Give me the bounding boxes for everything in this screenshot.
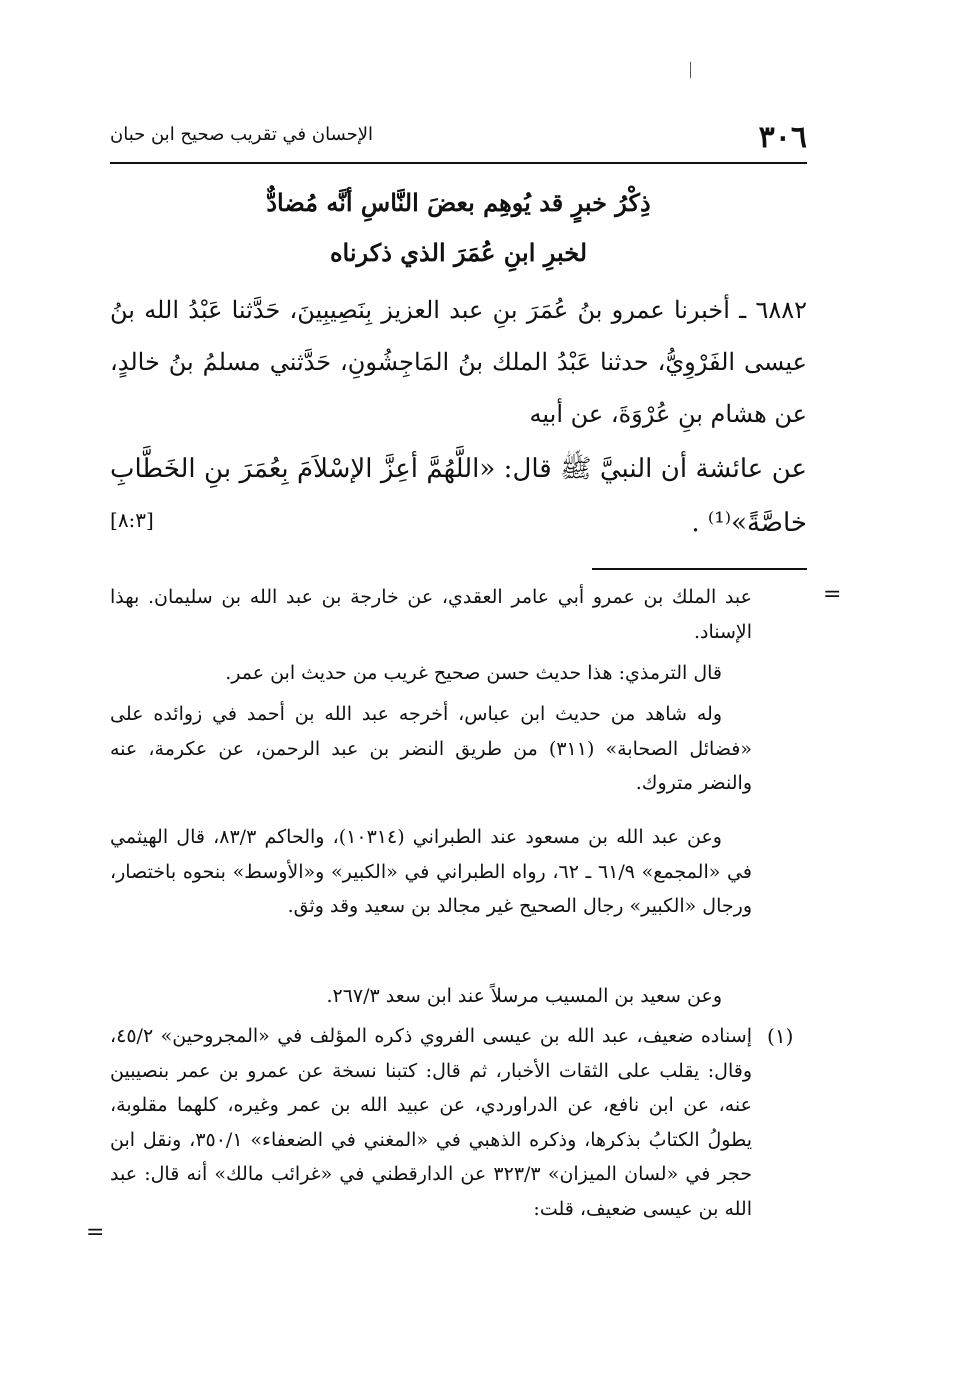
hadith-matn: عن عائشة أن النبيَّ ﷺ قال: «اللَّهُمَّ أعِزَّ الإسْلاَمَ بِعُمَرَ بنِ الخَطَّابِ خاصَّةً»⁽¹⁾ . <box>110 454 807 538</box>
end-continuation-mark: = <box>86 1220 105 1245</box>
footnote-paragraph: قال الترمذي: هذا حديث حسن صحيح غريب من حديث ابن عمر. <box>225 662 722 684</box>
footnote-number: (١) <box>767 1024 794 1048</box>
hadith-reference: [٨:٣] <box>110 508 154 532</box>
footnote-paragraph: وعن عبد الله بن مسعود عند الطبراني (١٠٣١٤)، والحاكم ٨٣/٣، قال الهيثمي في «المجمع» ٦١/٩ ـ ٦٢، رواه الطبراني في «الكبير» و«الأوسط» بنحوه باختصار، ورجال «الكبير» رجال الصحيح غير مجالد بن سعيد وقد وثق. <box>110 826 752 918</box>
footnote-paragraph: وله شاهد من حديث ابن عباس، أخرجه عبد الله بن أحمد في زوائده على «فضائل الصحابة» (٣١١) من طريق النضر بن عبد الرحمن، عن عكرمة، عنه والنضر متروك. <box>110 703 753 795</box>
section-title-line-2: لخبرِ ابنِ عُمَرَ الذي ذكرناه <box>329 238 588 267</box>
header-rule <box>110 162 807 164</box>
footnote-separator <box>592 568 807 570</box>
section-title-line-1: ذِكْرُ خبرٍ قد يُوهِم بعضَ النَّاسِ أنَّه مُضادٌّ <box>266 188 651 217</box>
page-number: ٣٠٦ <box>758 120 807 155</box>
page-header <box>110 118 807 158</box>
footnote-paragraph: عبد الملك بن عمرو أبي عامر العقدي، عن خارجة بن عبد الله بن سليمان. بهذا الإسناد. <box>110 586 752 643</box>
hadith-isnad: ٦٨٨٢ ـ أخبرنا عمرو بنُ عُمَرَ بنِ عبد العزيز بِنَصِيبِينَ، حَدَّثنا عَبْدُ الله بنُ عيسى الفَرْوِيُّ، حدثنا عَبْدُ الملك بنُ المَاجِشُونِ، حَدَّثني مسلمُ بنُ خالدٍ، عن هشام بنِ عُرْوَةَ، عن أبيه <box>110 296 807 428</box>
continuation-mark: = <box>823 582 842 607</box>
scan-mark <box>690 62 691 78</box>
footnote-1-text: إسناده ضعيف، عبد الله بن عيسى الفروي ذكره المؤلف في «المجروحين» ٤٥/٢، وقال: يقلب على الثقات الأخبار، ثم قال: كتبنا نسخة عن عمرو بن عمر بنصيبين عنه، عن ابن نافع، عن الدراوردي، عن عبيد الله بن عمر وغيره، كلهما مقلوبة، يطولُ الكتابُ بذكرها، وذكره الذهبي في «المغني في الضعفاء» ٣٥٠/١، ونقل ابن حجر في «لسان الميزان» ٣٢٣/٣ عن الدارقطني في «غرائب مالك» أنه قال: عبد الله بن عيسى ضعيف، قلت: <box>110 1025 752 1220</box>
running-title: الإحسان في تقريب صحيح ابن حبان <box>110 124 374 145</box>
footnote-paragraph: وعن سعيد بن المسيب مرسلاً عند ابن سعد ٢٦٧/٣. <box>326 985 722 1007</box>
